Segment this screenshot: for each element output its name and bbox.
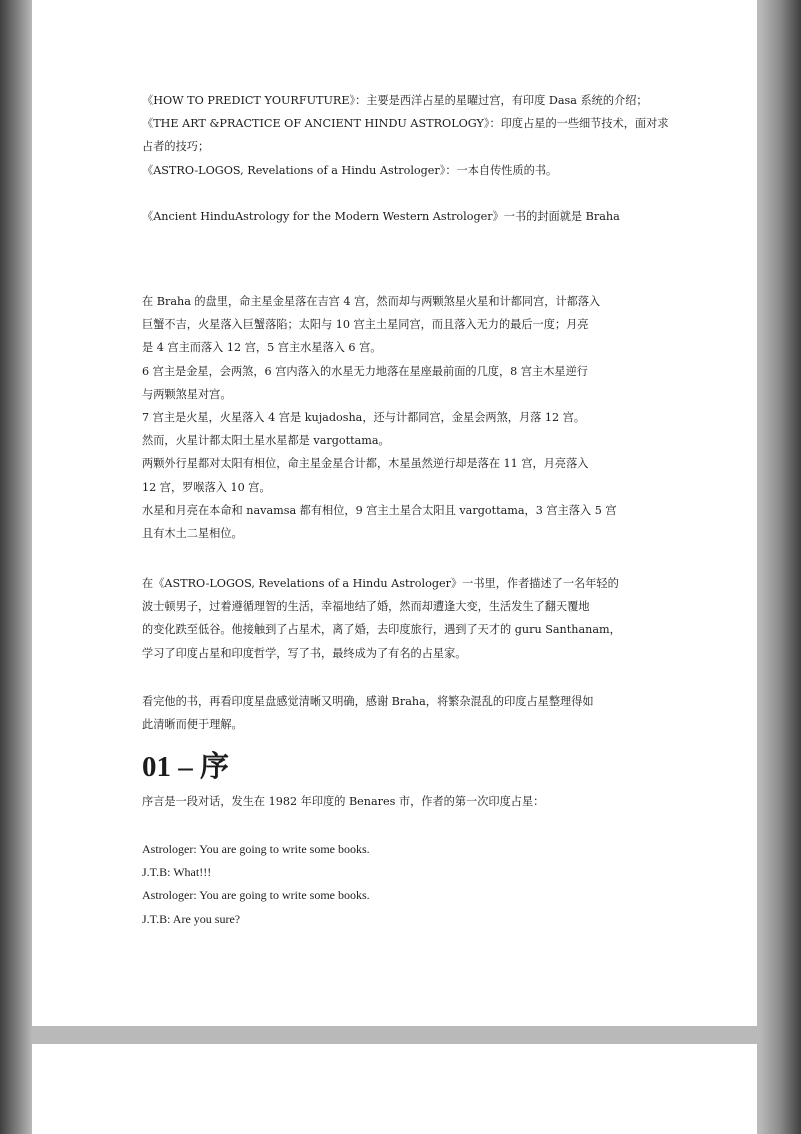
cover-line: 《Ancient HinduAstrology for the Modern Western Astrologer》一书的封面就是 Braha (142, 210, 620, 223)
paragraph-line: 6 宫主是金星，会两煞，6 宫内落入的水星无力地落在星座最前面的几度，8 宫主木星逆行 (142, 364, 588, 378)
book-entry: 《THE ART &PRACTICE OF ANCIENT HINDU ASTROLOGY》：印度占星的一些细节技术，面对求 (142, 117, 669, 131)
cover-paragraph (142, 205, 652, 228)
paragraph-line: 看完他的书，再看印度星盘感觉清晰又明确，感谢 Braha，将繁杂混乱的印度占星整理得如 (142, 695, 594, 708)
section-heading (142, 747, 652, 787)
document-page-1 (32, 0, 757, 1026)
book-entry: 《ASTRO-LOGOS, Revelations of a Hindu Astrologer》：一本自传性质的书。 (142, 163, 558, 177)
paragraph-line: 两颗外行星都对太阳有相位，命主星金星合计都，木星虽然逆行却是落在 11 宫，月亮落入 (142, 457, 589, 471)
paragraph-line: 波士顿男子，过着遵循理智的生活，幸福地结了婚，然而却遭逢大变，生活发生了翻天覆地 (142, 600, 590, 614)
chart-analysis-paragraph (142, 290, 652, 545)
dialogue-line: Astrologer: You are going to write some books. (142, 888, 370, 903)
paragraph-line: 学习了印度占星和印度哲学，写了书，最终成为了有名的占星家。 (142, 646, 467, 660)
paragraph-line: 且有木土二星相位。 (142, 527, 243, 541)
dialogue-block (142, 838, 652, 931)
book-entry: 占者的技巧； (142, 140, 210, 154)
paragraph-line: 水星和月亮在本命和 navamsa 都有相位，9 宫主土星合太阳且 vargottama，3 宫主落入 5 宫 (142, 503, 617, 517)
paragraph-line: 然而，火星计都太阳土星水星都是 vargottama。 (142, 434, 390, 448)
section-title: 01 – 序 (142, 751, 230, 783)
paragraph-line: 在《ASTRO-LOGOS, Revelations of a Hindu Astrologer》一书里，作者描述了一名年轻的 (142, 577, 619, 590)
preface-intro (142, 790, 652, 813)
dialogue-line: Astrologer: You are going to write some books. (142, 842, 370, 856)
book-entry: 《HOW TO PREDICT YOURFUTURE》：主要是西洋占星的星曜过宫，有印度 Dasa 系统的介绍； (142, 94, 648, 107)
paragraph-line: 12 宫，罗喉落入 10 宫。 (142, 480, 271, 494)
story-paragraph (142, 572, 652, 665)
document-page-2 (32, 1044, 757, 1134)
paragraph-line: 7 宫主是火星，火星落入 4 宫是 kujadosha，还与计都同宫，金星会两煞，月落 12 宫。 (142, 411, 586, 425)
paragraph-line: 与两颗煞星对宫。 (142, 387, 232, 401)
closing-paragraph (142, 690, 652, 736)
preface-line: 序言是一段对话，发生在 1982 年印度的 Benares 市，作者的第一次印度占星： (142, 795, 545, 808)
paragraph-line: 巨蟹不吉，火星落入巨蟹落陷；太阳与 10 宫主土星同宫，而且落入无力的最后一度；月亮 (142, 318, 589, 332)
intro-book-list (142, 89, 669, 182)
paragraph-line: 此清晰而便于理解。 (142, 718, 243, 732)
dialogue-line: J.T.B: What!!! (142, 865, 212, 880)
paragraph-line: 的变化跌至低谷。他接触到了占星术，离了婚，去印度旅行，遇到了天才的 guru Santhanam， (142, 623, 621, 637)
dialogue-line: J.T.B: Are you sure? (142, 911, 241, 926)
paragraph-line: 是 4 宫主而落入 12 宫，5 宫主水星落入 6 宫。 (142, 341, 382, 355)
paragraph-line: 在 Braha 的盘里，命主星金星落在吉宫 4 宫，然而却与两颗煞星火星和计都同宫，计都落入 (142, 295, 601, 308)
